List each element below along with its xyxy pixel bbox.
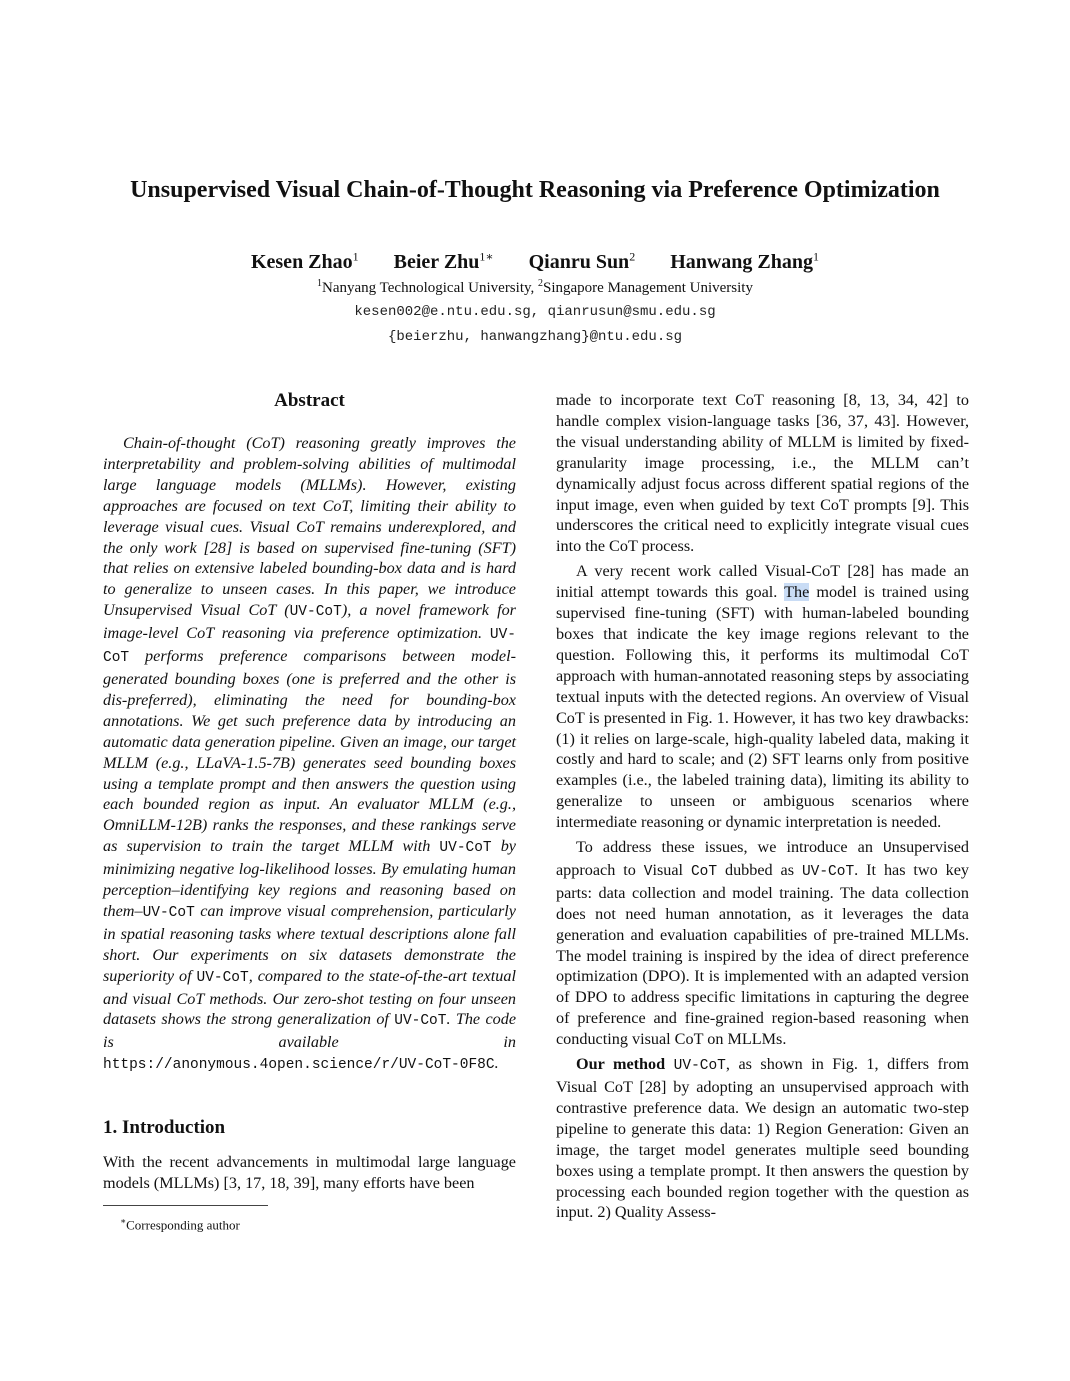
body-paragraph: To address these issues, we introduce an Unsupervised approach to Visual CoT dubbed as UV-CoT. It has two key parts: data collection and model training. The data collection does not need human annotation, as it leverages the data generation and evaluation capabilities of pre-trained MLLMs. The model training is inspired by the idea of direct preference optimization (DPO). It is implemented with an adapted version of DPO to address specific limitations in capturing the degree of preference and fine-grained region-based reasoning when conducting visual CoT on MLLMs.: [556, 838, 970, 1049]
footnote: ∗Corresponding author: [120, 1216, 240, 1233]
left-column: [103, 390, 516, 1232]
author-name: Kesen Zhao$^1$: [250, 249, 359, 273]
text-selection-highlight[interactable]: The: [784, 583, 810, 602]
body-paragraph: With the recent advancements in multimodal large language models (MLLMs) [3, 17, 18, 39], many efforts have been: [103, 1153, 516, 1193]
author-name: Qianru Sun$^2$: [528, 249, 636, 273]
right-column: [556, 390, 969, 1223]
email-line: {beierzhu, hanwangzhang}@ntu.edu.sg: [387, 329, 683, 345]
author-name: Beier Zhu$^{1∗}$: [393, 249, 494, 273]
section-heading: 1. Introduction: [103, 1117, 226, 1139]
author-name: Hanwang Zhang$^1$: [670, 249, 820, 273]
body-paragraph: made to incorporate text CoT reasoning [8, 13, 34, 42] to handle complex vision-language tasks [36, 37, 43]. However, the visual understanding ability of MLLM is limited by fixed-granularity image processing, i.e., the MLLM can’t dynamically adjust focus across different spatial regions of the input image, even when guided by text CoT prompts [9]. This underscores the critical need to explicitly integrate visual cues into the CoT process.: [556, 391, 969, 556]
code-link[interactable]: https://anonymous.4open.science/r/UV-CoT-0F8C: [103, 1057, 495, 1074]
body-paragraph: A very recent work called Visual-CoT [28] has made an initial attempt towards this goal. The model is trained using supervised fine-tuning (SFT) with human-labeled bounding boxes that indicate the key image regions relevant to the question. Following this, it performs its multimodal CoT approach with human-annotated reasoning steps by associating textual inputs with the detected regions. An overview of Visual CoT is presented in Fig. 1. However, it has two key drawbacks: (1) it relies on large-scale, high-quality labeled data, making it costly and hard to scale; and (2) SFT learns only from positive examples (i.e., the labeled training data), limiting its ability to generalize to unseen or ambiguous scenarios where intermediate reasoning or dynamic interpretation is needed.: [556, 562, 970, 832]
abstract-text: Chain-of-thought (CoT) reasoning greatly improves the interpretability and problem-solving abilities of multimodal large language models (MLLMs). However, existing approaches are focused on text CoT, limiting their ability to leverage visual cues. Visual CoT remains underexplored, and the only work [28] is based on supervised fine-tuning (SFT) that relies on extensive labeled bounding-box data and is hard to generalize to unseen cases. In this paper, we introduce Unsupervised Visual CoT (UV-CoT), a novel framework for image-level CoT reasoning via preference optimization. UV-CoT performs preference comparisons between model-generated bounding boxes (one is preferred and the other is dis-preferred), eliminating the need for bounding-box annotations. We get such preference data by introducing an automatic data generation pipeline. Given an image, our target MLLM (e.g., LLaVA-1.5-7B) generates seed bounding boxes using a template prompt and then answers the question using each bounded region as input. An evaluator MLLM (e.g., OmniLLM-12B) ranks the responses, and these rankings serve as supervision to train the target MLLM with UV-CoT by minimizing negative log-likelihood losses. By emulating human perception–identifying key regions and reasoning based on them–UV-CoT can improve visual comprehension, particularly in spatial reasoning tasks where textual descriptions alone fall short. Our experiments on six datasets demonstrate the superiority of UV-CoT, compared to the state-of-the-art textual and visual CoT methods. Our zero-shot testing on four unseen datasets shows the strong generalization of UV-CoT. The code is available in https://anonymous.4open.science/r/UV-CoT-0F8C.: [103, 434, 516, 1074]
email-line: kesen002@e.ntu.edu.sg, qianrusun@smu.edu.sg: [354, 304, 716, 320]
abstract-heading: Abstract: [274, 390, 345, 411]
footnote-divider: [103, 1205, 268, 1206]
affiliations: $^1$Nanyang Technological University, $^2$Singapore Management University: [317, 278, 753, 296]
body-paragraph: Our method UV-CoT, as shown in Fig. 1, differs from Visual CoT [28] by adopting an unsupervised approach with contrastive preference data. We design an automatic two-step pipeline to generate this data: 1) Region Generation: Given an image, the target model generates multiple seed bounding boxes using a template prompt. It then answers the question by processing each bounded region together with the question as input. 2) Quality Assess-: [556, 1055, 969, 1222]
author-list: [0, 249, 1070, 274]
paper-title: Unsupervised Visual Chain-of-Thought Reasoning via Preference Optimization: [130, 177, 940, 203]
